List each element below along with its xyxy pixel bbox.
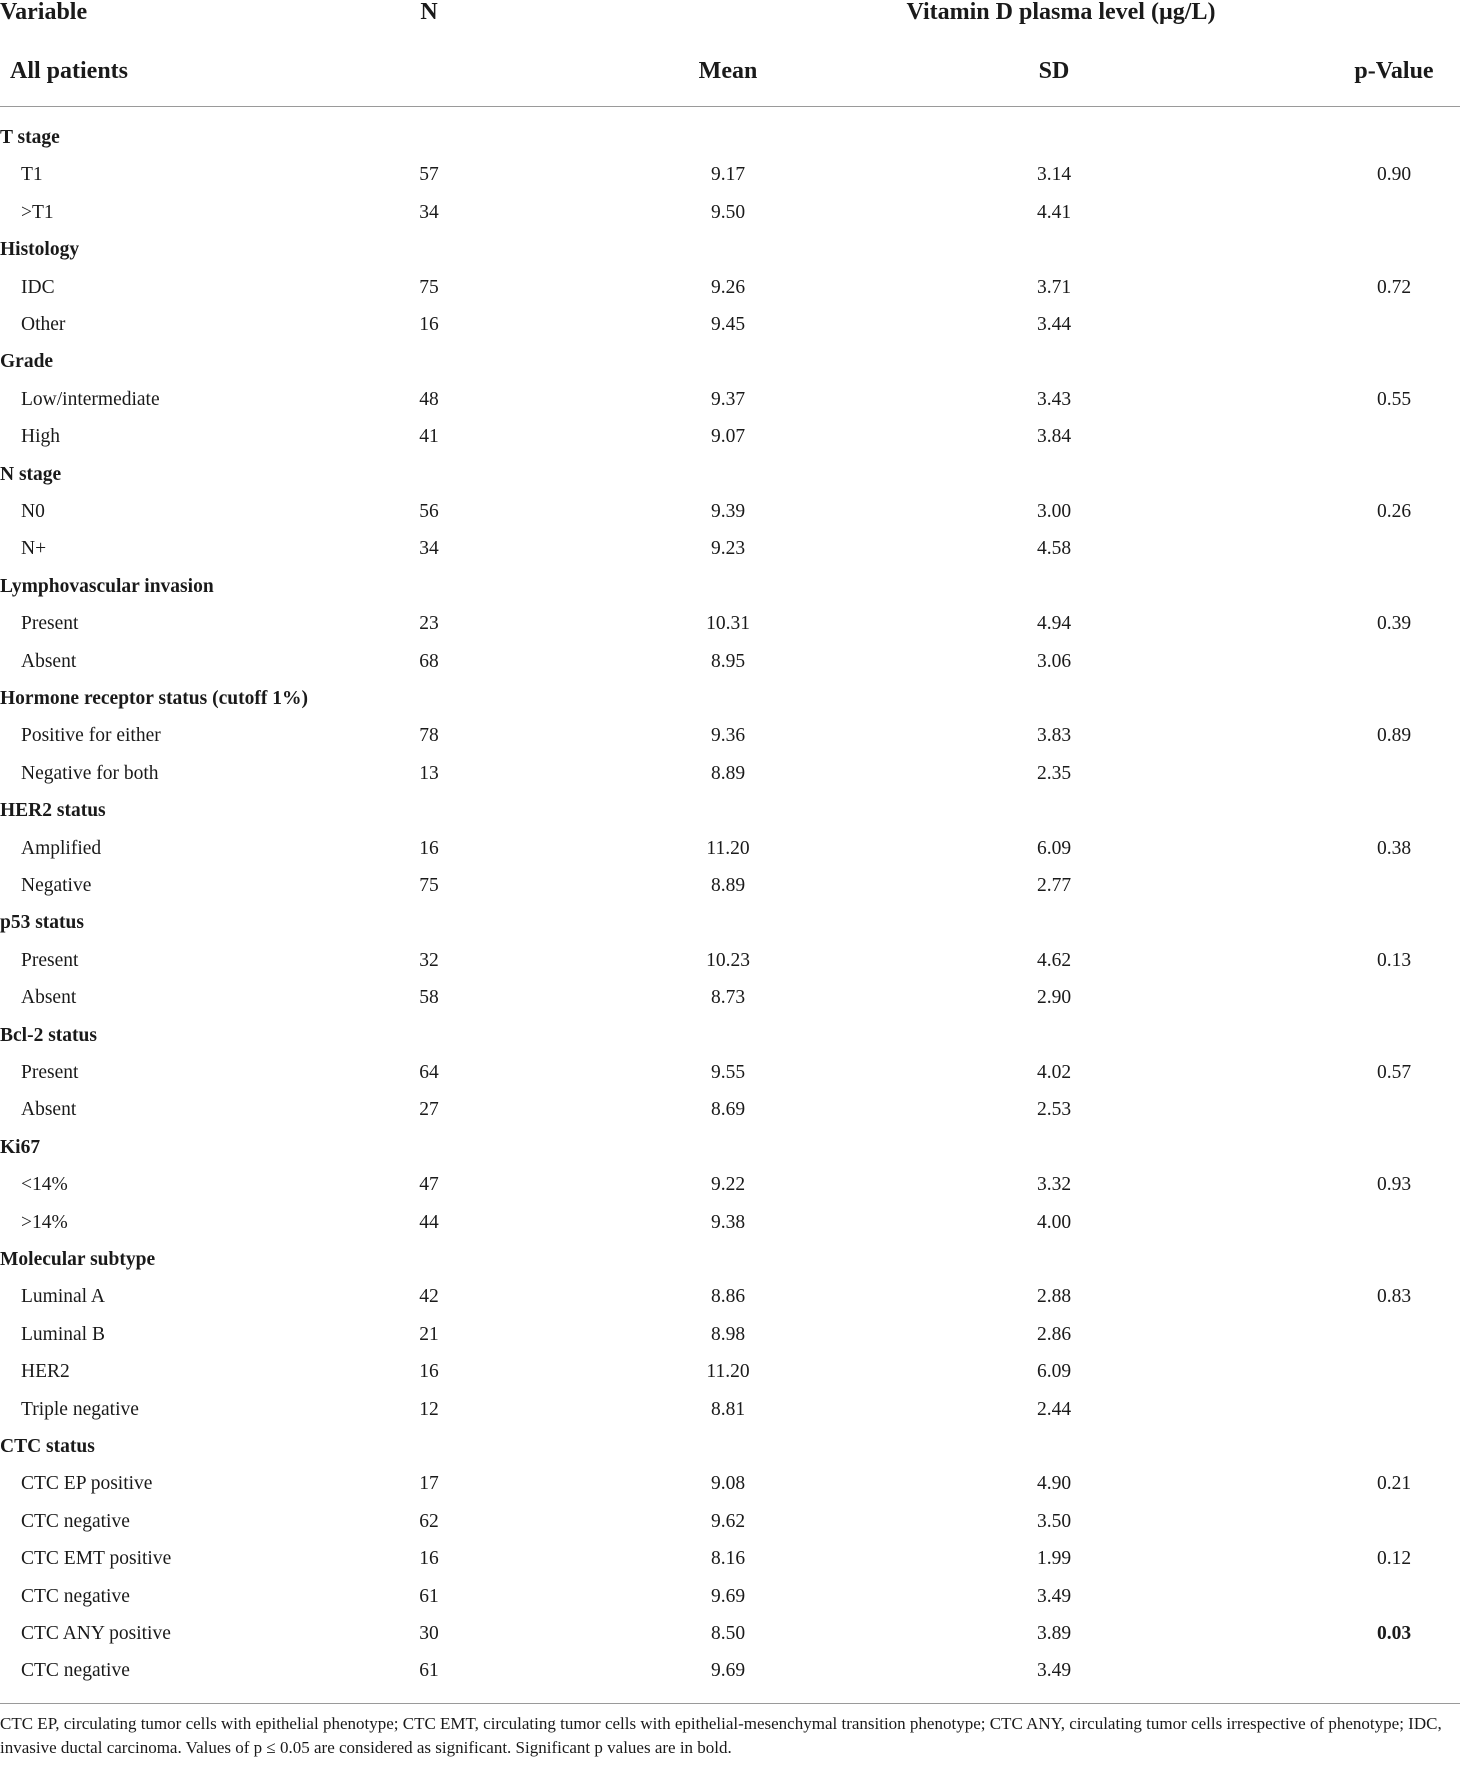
row-label: Other — [21, 314, 66, 335]
cell-mean: 8.16 — [710, 1548, 746, 1570]
table-row — [0, 382, 1460, 419]
cell-n: 27 — [419, 1099, 439, 1121]
cell-n: 47 — [419, 1174, 439, 1196]
cell-sd: 4.41 — [1036, 201, 1072, 223]
table-row — [0, 419, 1460, 456]
table-row — [0, 195, 1460, 232]
cell-sd: 1.99 — [1036, 1548, 1072, 1570]
group-header-row — [0, 457, 1460, 494]
cell-n: 16 — [419, 1361, 439, 1383]
table-row — [0, 718, 1460, 755]
row-label: Luminal A — [21, 1286, 105, 1308]
row-label: <14% — [21, 1174, 68, 1196]
cell-mean: 9.62 — [710, 1510, 746, 1532]
cell-n: 34 — [419, 538, 439, 560]
cell-p-value: 0.26 — [1376, 501, 1412, 522]
table-row — [0, 1279, 1460, 1316]
header-variable: Variable — [0, 0, 88, 25]
group-header-row — [0, 232, 1460, 269]
cell-n: 68 — [419, 650, 439, 672]
cell-mean: 8.89 — [710, 875, 746, 896]
cell-p-value: 0.39 — [1376, 613, 1412, 635]
cell-n: 16 — [419, 1548, 439, 1570]
group-label: Histology — [0, 239, 80, 261]
cell-n: 48 — [419, 388, 439, 410]
cell-sd: 4.00 — [1036, 1211, 1072, 1233]
table-row — [0, 531, 1460, 568]
cell-sd: 4.90 — [1036, 1473, 1072, 1495]
row-label: CTC negative — [21, 1585, 130, 1607]
group-label: Lymphovascular invasion — [0, 575, 214, 597]
cell-sd: 3.00 — [1036, 501, 1072, 522]
table-row — [0, 644, 1460, 681]
table-row — [0, 1653, 1460, 1690]
cell-mean: 11.20 — [706, 1361, 750, 1383]
cell-mean: 8.81 — [710, 1398, 746, 1420]
row-label: N0 — [21, 501, 45, 522]
cell-mean: 9.45 — [710, 314, 746, 335]
row-label: IDC — [21, 276, 55, 298]
row-label: Absent — [21, 987, 77, 1009]
cell-n: 75 — [419, 875, 439, 896]
cell-mean: 9.38 — [710, 1211, 746, 1233]
cell-p-value: 0.55 — [1376, 388, 1412, 410]
cell-sd: 3.83 — [1036, 725, 1072, 747]
table-row — [0, 1317, 1460, 1354]
cell-n: 57 — [419, 164, 439, 186]
table-row — [0, 307, 1460, 344]
cell-mean: 8.98 — [710, 1323, 746, 1345]
row-label: Low/intermediate — [21, 388, 160, 410]
cell-p-value: 0.90 — [1376, 164, 1412, 186]
cell-n: 23 — [419, 613, 439, 635]
cell-sd: 4.02 — [1036, 1062, 1072, 1083]
header-mean: Mean — [698, 58, 758, 84]
cell-mean: 8.95 — [710, 650, 746, 672]
cell-n: 75 — [419, 276, 439, 298]
table-row — [0, 1055, 1460, 1092]
table-row — [0, 1354, 1460, 1391]
cell-sd: 3.32 — [1036, 1174, 1072, 1196]
cell-mean: 9.26 — [710, 276, 746, 298]
group-label: CTC status — [0, 1436, 95, 1457]
cell-mean: 9.17 — [710, 164, 746, 186]
group-label: Ki67 — [0, 1136, 41, 1158]
table-row — [0, 1167, 1460, 1204]
cell-mean: 9.55 — [710, 1062, 746, 1083]
header-vitamin-d: Vitamin D plasma level (µg/L) — [906, 0, 1216, 25]
group-header-row — [0, 681, 1460, 718]
row-label: Luminal B — [21, 1323, 105, 1345]
cell-mean: 10.31 — [706, 613, 750, 635]
cell-mean: 9.69 — [710, 1660, 746, 1682]
group-label: Hormone receptor status (cutoff 1%) — [0, 688, 308, 709]
cell-mean: 8.86 — [710, 1286, 746, 1308]
cell-n: 44 — [419, 1211, 439, 1233]
table-row — [0, 1092, 1460, 1129]
cell-sd: 3.49 — [1036, 1585, 1072, 1607]
header-rule — [0, 106, 1460, 107]
cell-n: 21 — [419, 1323, 439, 1345]
cell-n: 17 — [419, 1473, 439, 1495]
cell-mean: 8.89 — [710, 762, 746, 784]
cell-sd: 3.44 — [1036, 314, 1072, 335]
cell-p-value: 0.83 — [1376, 1286, 1412, 1308]
row-label: >14% — [21, 1211, 68, 1233]
row-label: T1 — [21, 164, 43, 186]
cell-sd: 3.06 — [1036, 650, 1072, 672]
cell-n: 13 — [419, 762, 439, 784]
row-label: CTC EMT positive — [21, 1548, 172, 1570]
cell-sd: 4.94 — [1036, 613, 1072, 635]
table-row — [0, 494, 1460, 531]
cell-sd: 3.49 — [1036, 1660, 1072, 1682]
cell-sd: 2.44 — [1036, 1398, 1072, 1420]
cell-n: 56 — [419, 501, 439, 522]
table-row — [0, 831, 1460, 868]
table-footnote: CTC EP, circulating tumor cells with epithelial phenotype; CTC EMT, circulating tumor cells with epithelial-mesenchymal transition phenotype; CTC ANY, circulating tumor cells irrespective of phenotype; IDC, invasive ductal carcinoma. Values of p ≤ 0.05 are considered as significant. Significant p values are in bold. — [0, 1714, 1442, 1757]
cell-n: 61 — [419, 1585, 439, 1607]
group-header-row — [0, 569, 1460, 606]
table-row — [0, 1504, 1460, 1541]
cell-mean: 8.50 — [710, 1623, 746, 1644]
cell-mean: 9.39 — [710, 501, 746, 522]
cell-sd: 3.71 — [1036, 276, 1072, 298]
cell-sd: 3.84 — [1036, 426, 1072, 448]
table-row — [0, 868, 1460, 905]
cell-mean: 11.20 — [706, 837, 750, 859]
table-row — [0, 1616, 1460, 1653]
cell-p-value: 0.21 — [1376, 1473, 1412, 1495]
cell-n: 34 — [419, 201, 439, 223]
cell-n: 16 — [419, 837, 439, 859]
cell-n: 16 — [419, 314, 439, 335]
header-n: N — [420, 0, 438, 25]
row-label: Present — [21, 1062, 79, 1083]
cell-sd: 2.86 — [1036, 1323, 1072, 1345]
row-label: >T1 — [21, 201, 54, 223]
cell-sd: 2.77 — [1036, 875, 1072, 896]
row-label: Present — [21, 613, 79, 635]
row-label: CTC negative — [21, 1510, 130, 1532]
cell-sd: 3.89 — [1036, 1623, 1072, 1644]
cell-mean: 9.69 — [710, 1585, 746, 1607]
group-label: Molecular subtype — [0, 1249, 156, 1270]
group-header-row — [0, 1130, 1460, 1167]
row-label: Triple negative — [21, 1398, 139, 1420]
cell-n: 58 — [419, 987, 439, 1009]
table-row — [0, 1541, 1460, 1578]
cell-n: 64 — [419, 1062, 439, 1083]
group-label: N stage — [0, 463, 62, 485]
row-label: Negative for both — [21, 762, 159, 784]
group-header-row — [0, 1242, 1460, 1279]
cell-sd: 3.50 — [1036, 1510, 1072, 1532]
footer-rule — [0, 1703, 1460, 1704]
cell-sd: 2.35 — [1036, 762, 1072, 784]
table-row — [0, 756, 1460, 793]
cell-p-value: 0.03 — [1376, 1623, 1412, 1644]
cell-mean: 9.22 — [710, 1174, 746, 1196]
table-row — [0, 157, 1460, 194]
table-row — [0, 606, 1460, 643]
row-label: Present — [21, 949, 79, 971]
row-label: CTC negative — [21, 1660, 130, 1682]
cell-n: 32 — [419, 949, 439, 971]
cell-mean: 9.37 — [710, 388, 746, 410]
cell-n: 62 — [419, 1510, 439, 1532]
row-label: Negative — [21, 875, 92, 896]
group-header-row — [0, 793, 1460, 830]
row-label: Positive for either — [21, 725, 161, 747]
group-header-row — [0, 1429, 1460, 1466]
header-all-patients: All patients — [10, 58, 129, 84]
group-label: Bcl-2 status — [0, 1024, 97, 1046]
cell-p-value: 0.57 — [1376, 1062, 1412, 1083]
cell-p-value: 0.12 — [1376, 1548, 1412, 1570]
cell-n: 61 — [419, 1660, 439, 1682]
cell-sd: 6.09 — [1036, 837, 1072, 859]
row-label: CTC EP positive — [21, 1473, 153, 1495]
row-label: Absent — [21, 1099, 77, 1121]
cell-mean: 9.50 — [710, 201, 746, 223]
table-row — [0, 270, 1460, 307]
cell-p-value: 0.38 — [1376, 837, 1412, 859]
cell-sd: 2.88 — [1036, 1286, 1072, 1308]
header-p-value: p-Value — [1354, 58, 1434, 84]
cell-p-value: 0.13 — [1376, 949, 1412, 971]
cell-mean: 9.36 — [710, 725, 746, 747]
table-row — [0, 1579, 1460, 1616]
table-row — [0, 943, 1460, 980]
cell-mean: 8.73 — [710, 987, 746, 1009]
group-label: T stage — [0, 127, 60, 148]
header-sd: SD — [1038, 58, 1070, 84]
cell-mean: 10.23 — [706, 949, 750, 971]
cell-n: 42 — [419, 1286, 439, 1308]
cell-n: 78 — [419, 725, 439, 747]
group-header-row — [0, 1018, 1460, 1055]
group-label: Grade — [0, 351, 54, 373]
group-header-row — [0, 905, 1460, 942]
table-row — [0, 1205, 1460, 1242]
table-row — [0, 1392, 1460, 1429]
cell-sd: 6.09 — [1036, 1361, 1072, 1383]
group-label: HER2 status — [0, 800, 106, 822]
group-header-row — [0, 120, 1460, 157]
cell-p-value: 0.93 — [1376, 1174, 1412, 1196]
table-row — [0, 980, 1460, 1017]
table-row — [0, 1466, 1460, 1503]
row-label: HER2 — [21, 1361, 70, 1383]
group-header-row — [0, 344, 1460, 381]
row-label: CTC ANY positive — [21, 1623, 171, 1644]
cell-sd: 3.43 — [1036, 388, 1072, 410]
cell-p-value: 0.72 — [1376, 276, 1412, 298]
row-label: N+ — [21, 538, 47, 560]
row-label: Absent — [21, 650, 77, 672]
row-label: Amplified — [21, 837, 102, 859]
cell-n: 30 — [419, 1623, 439, 1644]
row-label: High — [21, 426, 60, 448]
cell-sd: 4.58 — [1036, 538, 1072, 560]
cell-n: 12 — [419, 1398, 439, 1420]
cell-sd: 3.14 — [1036, 164, 1072, 186]
cell-n: 41 — [419, 426, 439, 448]
cell-mean: 8.69 — [710, 1099, 746, 1121]
cell-sd: 2.90 — [1036, 987, 1072, 1009]
cell-mean: 9.07 — [710, 426, 746, 448]
cell-sd: 2.53 — [1036, 1099, 1072, 1121]
cell-sd: 4.62 — [1036, 949, 1072, 971]
cell-mean: 9.08 — [710, 1473, 746, 1495]
cell-mean: 9.23 — [710, 538, 746, 560]
group-label: p53 status — [0, 912, 84, 934]
cell-p-value: 0.89 — [1376, 725, 1412, 747]
